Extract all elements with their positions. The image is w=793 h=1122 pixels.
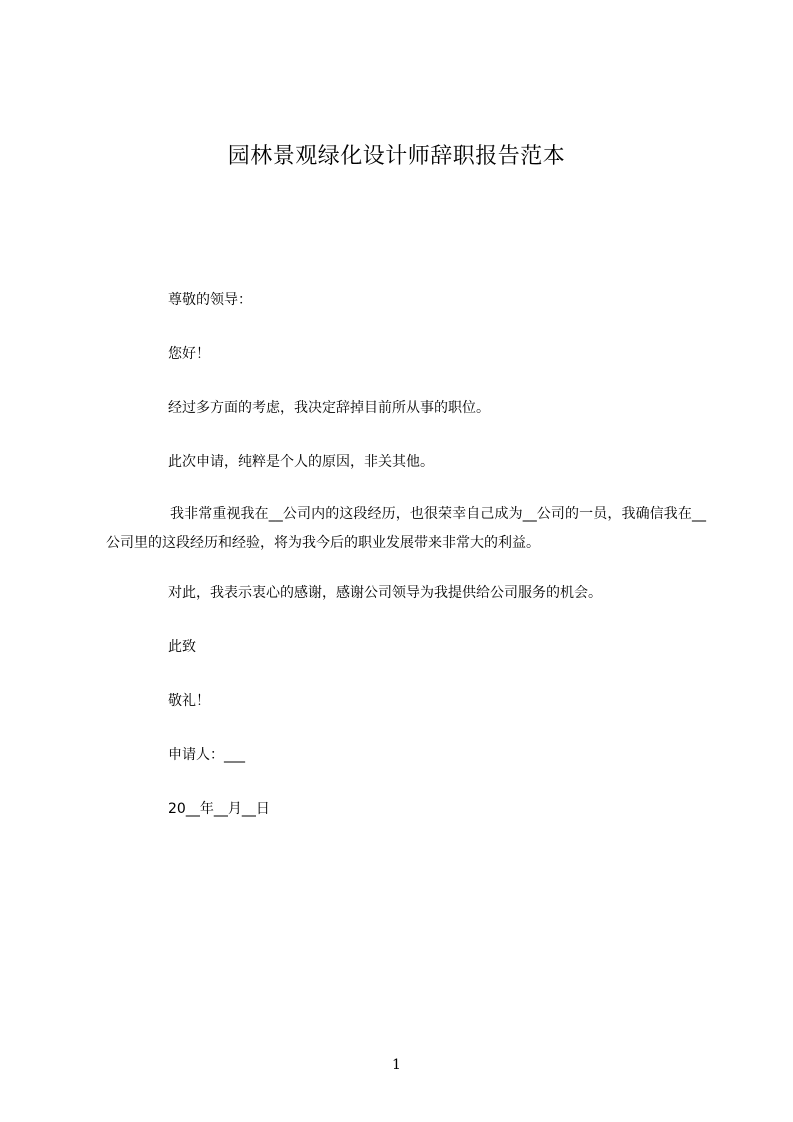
document-title: 园林景观绿化设计师辞职报告范本 <box>227 144 566 169</box>
regards-line: 敬礼！ <box>168 693 210 709</box>
salutation: 尊敬的领导： <box>168 292 252 308</box>
closing-line: 此致 <box>168 639 196 655</box>
page-number: 1 <box>392 1057 401 1073</box>
body-paragraph-3: 我非常重视我在__公司内的这段经历，也很荣幸自己成为__公司的一员，我确信我在__公司里的这段经历和经验，将为我今后的职业发展带来非常大的利益。 <box>106 506 706 551</box>
body-paragraph-4: 对此，我表示衷心的感谢，感谢公司领导为我提供给公司服务的机会。 <box>168 585 602 601</box>
greeting: 您好！ <box>168 346 210 362</box>
date-line: 20__年__月__日 <box>168 801 270 817</box>
body-paragraph-2: 此次申请，纯粹是个人的原因，非关其他。 <box>168 454 434 470</box>
applicant-line: 申请人：___ <box>168 747 245 763</box>
body-paragraph-1: 经过多方面的考虑，我决定辞掉目前所从事的职位。 <box>168 400 490 416</box>
